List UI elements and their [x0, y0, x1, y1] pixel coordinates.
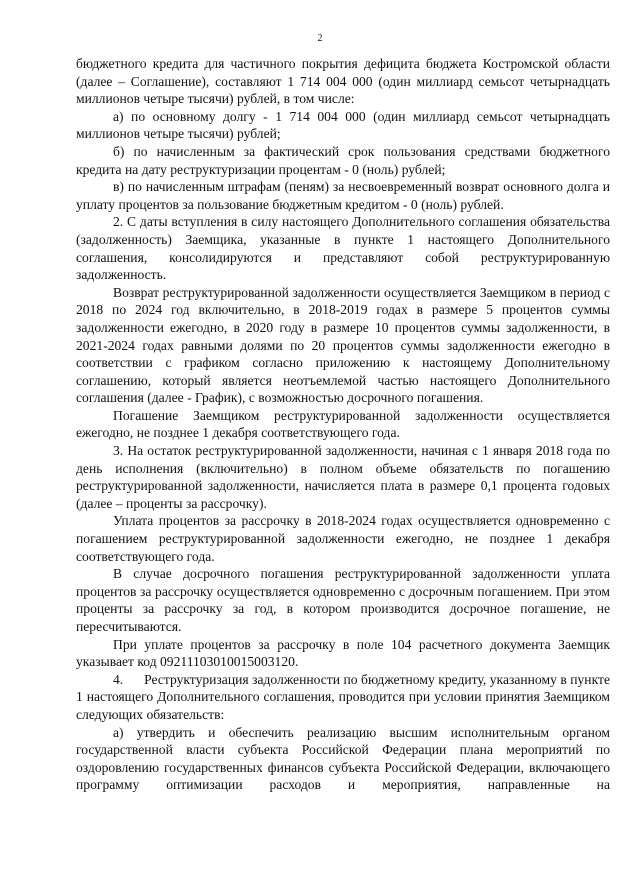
paragraph-1a-principal-debt: а) по основному долгу - 1 714 004 000 (один миллиард семьсот четырнадцать миллионов четыре тысячи) рублей; — [76, 108, 610, 142]
paragraph-intro-continuation: бюджетного кредита для частичного покрытия дефицита бюджета Костромской области (далее – Соглашение), составляют 1 714 004 000 (один миллиард семьсот четырнадцать миллионов четыре тысячи) рублей, в том числе: — [76, 56, 610, 107]
paragraph-4-conditions: 4. Реструктуризация задолженности по бюджетному кредиту, указанному в пункте 1 настоящего Дополнительного соглашения, проводится при условии принятия Заемщиком следующих обязательств: — [76, 671, 614, 722]
paragraph-3-early-repayment: В случае досрочного погашения реструктурированной задолженности уплата процентов за рассрочку осуществляется одновременно с досрочным погашением. При этом проценты за рассрочку за год, в котором производится досрочное погашение, не пересчитываются. — [76, 566, 610, 634]
paragraph-2-annual-repayment: Погашение Заемщиком реструктурированной задолженности осуществляется ежегодно, не позднее 1 декабря соответствующего года. — [76, 407, 610, 441]
paragraph-2-consolidation: 2. С даты вступления в силу настоящего Дополнительного соглашения обязательства (задолженность) Заемщика, указанные в пункте 1 настоящего Дополнительного соглашения, консолидируются и представляют собой реструктурированную задолженность. — [76, 214, 610, 283]
paragraph-3-payment-code: При уплате процентов за рассрочку в поле 104 расчетного документа Заемщик указывает код 09211103010015003120. — [76, 636, 610, 670]
page-number: 2 — [317, 33, 323, 44]
paragraph-3-interest-payment: Уплата процентов за рассрочку в 2018-2024 годах осуществляется одновременно с погашением реструктурированной задолженности ежегодно, не позднее 1 декабря соответствующего года. — [76, 513, 610, 564]
document-body — [76, 55, 614, 794]
paragraph-3-interest-rate: 3. На остаток реструктурированной задолженности, начиная с 1 января 2018 года по день исполнения (включительно) в полном объеме обязательств по погашению реструктурированной задолженности, начисляется плата в размере 0,1 процента годовых (далее – проценты за рассрочку). — [76, 443, 610, 511]
paragraph-1b-accrued-interest: б) по начисленным за фактический срок пользования средствами бюджетного кредита на дату реструктуризации процентам - 0 (ноль) рублей; — [76, 143, 610, 177]
paragraph-1c-penalties: в) по начисленным штрафам (пеням) за несвоевременный возврат основного долга и уплату процентов за пользование бюджетным кредитом - 0 (ноль) рублей. — [76, 179, 610, 212]
paragraph-2-repayment-schedule: Возврат реструктурированной задолженности осуществляется Заемщиком в период с 2018 по 2024 год включительно, в 2018-2019 годах в размере 5 процентов суммы задолженности ежегодно, в 2020 году в размере 10 процентов суммы задолженности, в 2021-2024 годах равными долями по 20 процентов суммы задолженности ежегодно в соответствии с графиком согласно приложению к настоящему Дополнительному соглашению, который является неотъемлемой частью настоящего Дополнительного соглашения (далее - График), с возможностью досрочного погашения. — [76, 284, 610, 406]
paragraph-4a-obligations: а) утвердить и обеспечить реализацию высшим исполнительным органом государственной власти субъекта Российской Федерации плана мероприятий по оздоровлению государственных финансов субъекта Российской Федерации, включающего программу оптимизации расходов и мероприятия, направленные на — [76, 724, 610, 793]
